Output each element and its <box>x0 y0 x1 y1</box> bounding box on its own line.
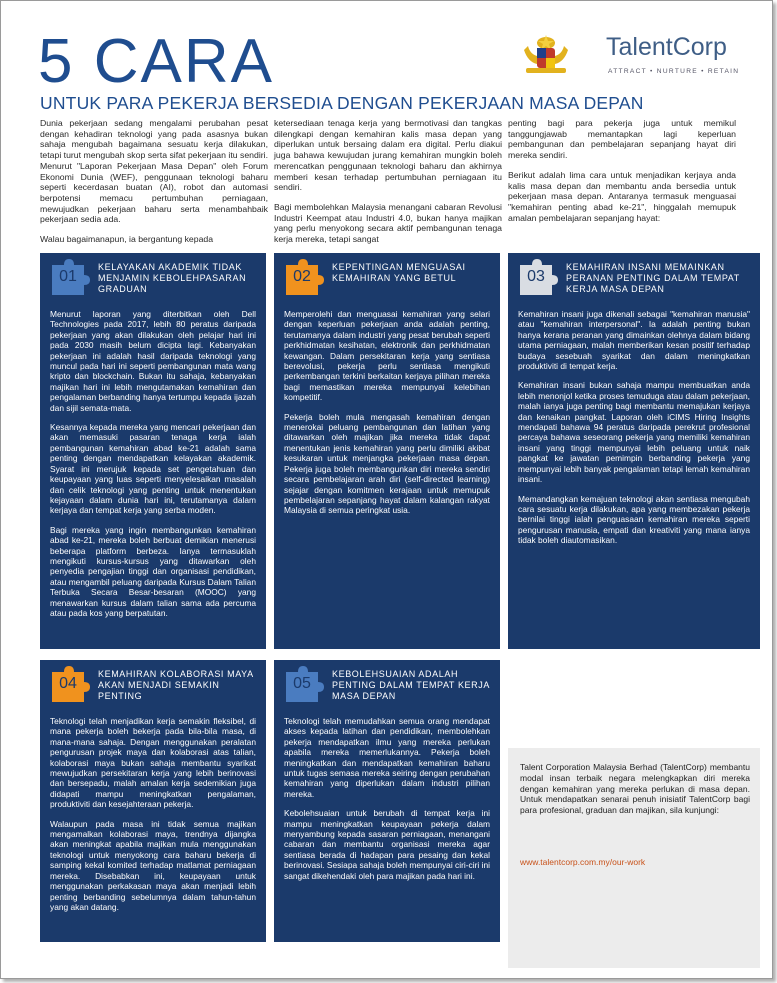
panel-paragraph: Memperolehi dan menguasai kemahiran yang selari dengan keperluan pekerjaan anda adalah penting, terutamanya dalam industri yang pesat berubah seperti perkhidmatan kesihatan, elektronik dan perkhidmatan kewangan. Dalam persekitaran kerja yang sentiasa berevolusi, pekerja perlu sentiasa mengikuti perkembangan terkini berkaitan kerjaya pilihan mereka bagi memastikan mereka mempunyai kelebihan kompetitif. <box>284 309 490 403</box>
panel-04 <box>40 660 266 942</box>
intro-column-3 <box>508 118 736 232</box>
panel-body <box>518 309 750 555</box>
panel-paragraph: Teknologi telah memudahkan semua orang mendapat akses kepada latihan dan pendidikan, membolehkan pekerja mendapatkan ilmu yang mereka perlukan apabila mereka memerlukannya. Pekerja boleh meningkatkan dan mendapatkan kemahiran baharu untuk tugas semasa mereka seiring dengan perubahan kemahiran yang diperlukan dalam industri pilihan mereka. <box>284 716 490 799</box>
panel-paragraph: Bagi mereka yang ingin membangunkan kemahiran abad ke-21, mereka boleh berbuat demikian menerusi beberapa platform berbeza. Ianya termasuklah mengikuti kursus-kursus yang ditawarkan oleh penyedia pengajian tinggi dan organisasi pendidikan, atau mengambil peluang daripada Kursus Dalam Talian Terbuka Secara Besar-besaran (MOOC) yang menawarkan kursus dalam talian sama ada percuma atau pada kos yang berpatutan. <box>50 524 256 618</box>
panel-01 <box>40 253 266 649</box>
page-subtitle: UNTUK PARA PEKERJA BERSEDIA DENGAN PEKERJAAN MASA DEPAN <box>40 93 644 113</box>
malaysia-crest-icon <box>518 32 574 76</box>
intro-paragraph: Walau bagaimanapun, ia bergantung kepada <box>40 234 214 245</box>
panel-paragraph: Walaupun pada masa ini tidak semua majikan mengamalkan kolaborasi maya, trendnya dijangka akan meningkat apabila majikan mula menggunakan teknologi untuk menyokong cara baharu bekerja di samping kekal komited terhadap matlamat perniagaan mereka. Disebabkan ini, keupayaan untuk menggunakan perkakasan maya akan menjadi lebih penting berbanding sebelumnya dalam tahun-tahun yang akan datang. <box>50 818 256 912</box>
panel-number: 03 <box>527 268 545 285</box>
talentcorp-link[interactable]: www.talentcorp.com.my/our-work <box>520 857 646 867</box>
intro-paragraph: Bagi membolehkan Malaysia menangani cabaran Revolusi Industri Keempat atau Industri 4.0, bukan hanya majikan yang perlu menyokong secara aktif pembangunan tenaga kerja mereka, tetapi sangat <box>274 201 502 245</box>
panel-paragraph: Kesannya kepada mereka yang mencari pekerjaan dan akan memasuki pasaran tenaga kerja ialah pembangunan kemahiran abad ke-21 adalah sama penting dengan mendapatkan kelayakan akademik. Syarat ini merujuk kepada set pengetahuan dan keupayaan yang luas seperti menyelesaikan masalah dan celik teknologi yang penting untuk menentukan kejayaan dalam dunia hari ini, terutamanya dalam kerjaya dan tempat kerja yang serba moden. <box>50 422 256 516</box>
intro-paragraph: Berikut adalah lima cara untuk menjadikan kerjaya anda kalis masa depan dan membantu anda bersedia untuk pekerjaan masa depan. Antaranya termasuk menguasai "kemahiran penting abad ke-21", hinggalah memupuk amalan pembelajaran sepanjang hayat: <box>508 169 736 223</box>
panel-number: 04 <box>59 675 77 692</box>
talentcorp-description: Talent Corporation Malaysia Berhad (TalentCorp) membantu modal insan terbaik negara melengkapkan diri mereka dengan kemahiran yang mereka perlukan di masa depan. Untuk mendapatkan senarai penuh inisiatif TalentCorp bagi para profesional, graduan dan majikan, sila kunjungi: <box>520 762 750 816</box>
panel-number: 02 <box>293 268 311 285</box>
panel-03 <box>508 253 760 649</box>
panel-title: KEMAHIRAN INSANI MEMAINKAN PERANAN PENTING DALAM TEMPAT KERJA MASA DEPAN <box>566 262 740 294</box>
panel-paragraph: Kemahiran insani bukan sahaja mampu membuatkan anda lebih menonjol ketika proses temuduga atau dalam pekerjaan, malah ianya juga penting bagi membantu memajukan kerjaya dan kenaikan pangkat. Laporan oleh iCIMS Hiring Insights mendapati bahawa 94 peratus daripada perekrut profesional percaya bahawa seseorang pekerja yang memiliki kemahiran insani yang tinggi mempunyai lebih peluang untuk naik pangkat ke jawatan pemimpin berbanding pekerja yang mempunyai lebih banyak pengalaman tetapi lemah kemahiran insani. <box>518 380 750 485</box>
panel-title: KEMAHIRAN KOLABORASI MAYA AKAN MENJADI SEMAKIN PENTING <box>98 669 254 701</box>
panel-title: KEPENTINGAN MENGUASAI KEMAHIRAN YANG BETUL <box>332 262 466 283</box>
talentcorp-info-box <box>508 748 760 968</box>
panel-header <box>274 660 500 712</box>
panel-body <box>284 309 490 525</box>
panel-header <box>40 660 266 712</box>
panel-paragraph: Kebolehsuaian untuk berubah di tempat kerja ini mampu meningkatkan keupayaan pekerja dalam menyambung kepada sasaran perniagaan, menangani cabaran dan membantu organisasi mereka agar sentiasa berada di hadapan para pesaing dan kekal berinovasi. Sesiapa sahaja boleh mempunyai ciri-ciri ini sangat dikehendaki oleh para majikan pada hari ini. <box>284 808 490 881</box>
talentcorp-logo: TalentCorp <box>606 33 727 61</box>
panel-number: 05 <box>293 675 311 692</box>
panel-02 <box>274 253 500 649</box>
intro-column-2 <box>274 118 502 254</box>
panel-paragraph: Pekerja boleh mula mengasah kemahiran dengan menerokai peluang pembangunan dan latihan yang ditawarkan oleh majikan jika mereka tidak dapat menentukan jenis kemahiran yang perlu dimiliki akibat kesukaran untuk menjangka pekerjaan masa depan. Pekerja juga boleh membangunkan diri mereka sendiri secara pembelajaran arah diri (self-directed learning) sejajar dengan komitmen kerajaan untuk memupuk pembelajaran sepanjang hayat dalam kalangan rakyat Malaysia di semua peringkat usia. <box>284 411 490 516</box>
panel-title: KEBOLEHSUAIAN ADALAH PENTING DALAM TEMPAT KERJA MASA DEPAN <box>332 669 490 701</box>
puzzle-icon <box>50 259 90 297</box>
panel-body <box>50 309 256 627</box>
puzzle-icon <box>284 259 324 297</box>
puzzle-icon <box>518 259 558 297</box>
panel-body <box>50 716 256 921</box>
panel-number: 01 <box>59 268 77 285</box>
panel-05 <box>274 660 500 942</box>
panel-paragraph: Menurut laporan yang diterbitkan oleh Dell Technologies pada 2017, lebih 80 peratus daripada pekerjaan yang akan dilakukan oleh pelajar hari ini pada 2030 masih belum dicipta lagi. Kebanyakan pekerjaan ini adalah hasil daripada teknologi yang muncul pada hari ini seperti pembangunan mata wang kripto dan blockchain. Bukan itu sahaja, kebanyakan majikan hari ini lebih mengutamakan kemahiran dan pengalaman berbanding hanya tertumpu kepada ijazah dan sijil semata-mata. <box>50 309 256 413</box>
intro-paragraph: penting bagi para pekerja juga untuk memikul tanggungjawab memantapkan lagi keperluan pembangunan dan pembelajaran sepanjang hayat diri mereka sendiri. <box>508 118 736 161</box>
panel-title: KELAYAKAN AKADEMIK TIDAK MENJAMIN KEBOLEHPASARAN GRADUAN <box>98 262 247 294</box>
panel-paragraph: Memandangkan kemajuan teknologi akan sentiasa mengubah cara sesuatu kerja dilakukan, apa yang membezakan pekerja bernilai tinggi ialah penguasaan kemahiran mereka seperti pengurusan manusia, empati dan kreativiti yang mana ianya tidak boleh diautomasikan. <box>518 493 750 546</box>
panel-header <box>508 253 760 305</box>
panel-header <box>274 253 500 305</box>
intro-paragraph: Dunia pekerjaan sedang mengalami perubahan pesat dengan kehadiran teknologi yang pada asasnya bukan sahaja mengubah bagaimana sesuatu kerja dilakukan, tetapi turut mengubah skop serta sifat pekerjaan itu sendiri. Menurut "Laporan Pekerjaan Masa Depan" oleh Forum Ekonomi Dunia (WEF), penggunaan teknologi baharu seperti kecerdasan buatan (AI), robot dan automasi berpotensi memacu pertumbuhan perniagaan, mewujudkan pekerjaan baharu serta menambahbaik pekerjaan sedia ada. <box>40 118 268 225</box>
intro-paragraph: ketersediaan tenaga kerja yang bermotivasi dan tangkas dilengkapi dengan kemahiran kalis masa depan yang diperlukan untuk bersaing dalam era digital. Perlu diakui juga bahawa kewujudan jurang kemahiran mungkin boleh merencatkan penggunaan teknologi baharu dan akhirnya memberi kesan terhadap pertumbuhan perniagaan itu sendiri. <box>274 118 502 193</box>
panel-body <box>284 716 490 890</box>
panel-paragraph: Teknologi telah menjadikan kerja semakin fleksibel, di mana pekerja boleh bekerja pada bila-bila masa, di mana-mana sahaja. Dengan menggunakan peralatan pengurusan projek maya dan kolaborasi atas talian, kolaborasi maya bukan sahaja membantu syarikat mewujudkan persekitaran kerja yang lebih berinovasi dan bersepadu, malah amalan kerja sedemikian juga didapati mampu meningkatkan pengalaman, produktiviti dan kesejahteraan pekerja. <box>50 716 256 810</box>
puzzle-icon <box>284 666 324 704</box>
logo-tagline: ATTRACT • NURTURE • RETAIN <box>608 68 740 75</box>
panel-header <box>40 253 266 305</box>
puzzle-icon <box>50 666 90 704</box>
intro-column-1 <box>40 118 268 254</box>
panel-paragraph: Kemahiran insani juga dikenali sebagai "kemahiran manusia" atau "kemahiran interpersonal". Ia adalah penting bukan hanya kerana peranan yang dimainkan olehnya dalam bidang utama perniagaan, malah memberikan kesan positif terhadap budaya sesebuah syarikat dan dalam meningkatkan produktiviti di tempat kerja. <box>518 309 750 372</box>
page-title: 5 CARA <box>38 27 274 96</box>
